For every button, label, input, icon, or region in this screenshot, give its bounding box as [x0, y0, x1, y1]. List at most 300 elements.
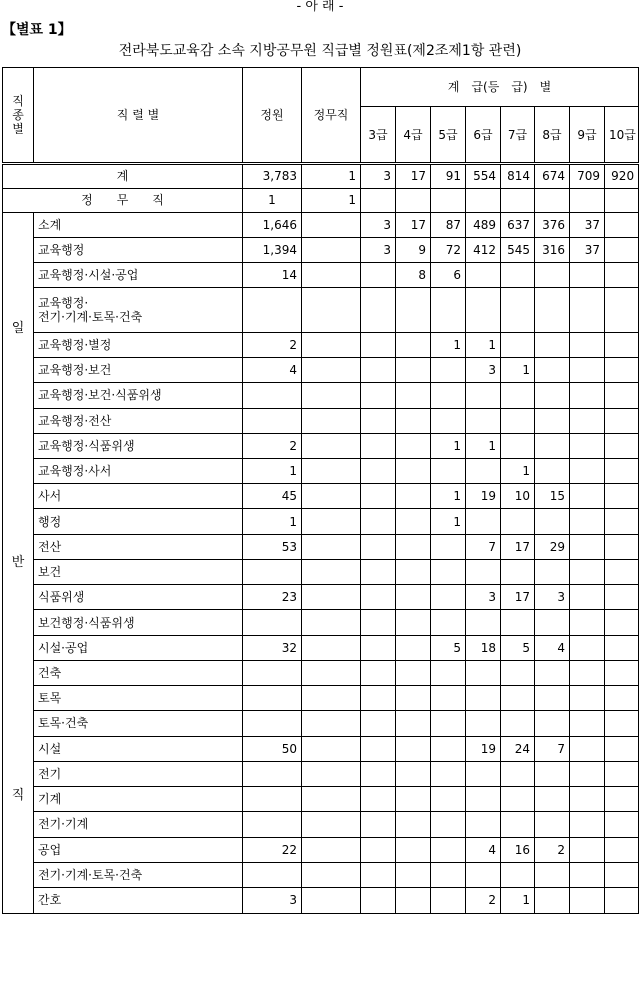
grade-cell: [361, 761, 396, 786]
quota-cell: 3: [243, 888, 302, 914]
series-label-text: 행정: [38, 514, 62, 529]
grade-cell: [396, 459, 431, 484]
grade-cell: 16: [501, 837, 535, 862]
grade-cell: [535, 383, 570, 408]
series-label-text: 시설: [38, 741, 62, 756]
grade-cell: [605, 888, 639, 914]
series-label: [34, 585, 243, 610]
empty-cell: [361, 188, 396, 212]
grade-cell: 3: [361, 237, 396, 262]
grade-cell: [570, 711, 605, 736]
grade-cell: [605, 263, 639, 288]
total-label: 계: [3, 164, 243, 189]
grade-cell: [570, 459, 605, 484]
table-row: [3, 408, 639, 433]
political-cell: [302, 332, 361, 357]
grade-cell: [605, 212, 639, 237]
quota-cell: 1: [243, 459, 302, 484]
quota-cell: [243, 408, 302, 433]
series-label-text: 토목: [38, 691, 62, 706]
grade-cell: [605, 787, 639, 812]
political-cell: [302, 711, 361, 736]
quota-cell: [243, 862, 302, 887]
political-cell: [302, 888, 361, 914]
grade-cell: [501, 288, 535, 333]
grade-cell: [396, 408, 431, 433]
grade-cell: [431, 459, 466, 484]
quota-cell: 1,394: [243, 237, 302, 262]
grade-cell: [431, 787, 466, 812]
grade-cell: [605, 288, 639, 333]
table-row: [3, 787, 639, 812]
series-label-text: 보건: [38, 565, 62, 580]
grade-cell: [535, 711, 570, 736]
grade-cell: [466, 383, 501, 408]
series-label: [34, 408, 243, 433]
series-label: [34, 288, 243, 333]
series-label: [34, 332, 243, 357]
grade-cell: [535, 332, 570, 357]
table-row: [3, 761, 639, 786]
grade-cell: 72: [431, 237, 466, 262]
grade-cell: 1: [501, 459, 535, 484]
grade-cell: [535, 812, 570, 837]
table-row: [3, 383, 639, 408]
grade-cell: 87: [431, 212, 466, 237]
political-label: 정 무 직: [3, 188, 243, 212]
grade-cell: 18: [466, 635, 501, 660]
table-row: [3, 358, 639, 383]
grade-cell: [605, 812, 639, 837]
political-cell: [302, 288, 361, 333]
series-label-text: 식품위생: [38, 590, 85, 605]
quota-cell: [243, 610, 302, 635]
grade-cell: 5: [431, 635, 466, 660]
table-row: [3, 263, 639, 288]
grade-cell: [396, 686, 431, 711]
quota-cell: [243, 711, 302, 736]
grade-cell: [396, 358, 431, 383]
grade-cell: [396, 711, 431, 736]
grade-cell: [570, 332, 605, 357]
grade-cell: [361, 736, 396, 761]
political-cell: [302, 761, 361, 786]
grade-cell: [570, 812, 605, 837]
table-row: [3, 534, 639, 559]
grade-cell: [396, 812, 431, 837]
grade-cell: 10: [501, 484, 535, 509]
total-grade-cell: 709: [570, 164, 605, 189]
table-row: [3, 288, 639, 333]
grade-cell: [466, 559, 501, 584]
header-quota: 정원: [243, 68, 302, 164]
political-cell: [302, 263, 361, 288]
quota-cell: 22: [243, 837, 302, 862]
political-cell: [302, 534, 361, 559]
grade-cell: 8: [396, 263, 431, 288]
political-cell: [302, 459, 361, 484]
grade-cell: [396, 433, 431, 458]
series-label-text: 교육행정·전산: [38, 413, 112, 428]
grade-cell: [396, 660, 431, 685]
grade-cell: 7: [535, 736, 570, 761]
political-cell: [302, 484, 361, 509]
grade-cell: [466, 686, 501, 711]
total-grade-cell: 814: [501, 164, 535, 189]
grade-cell: [535, 787, 570, 812]
grade-cell: [535, 862, 570, 887]
series-label: [34, 433, 243, 458]
grade-cell: [535, 888, 570, 914]
quota-cell: 45: [243, 484, 302, 509]
grade-cell: [361, 332, 396, 357]
quota-cell: [243, 787, 302, 812]
grade-cell: [466, 408, 501, 433]
grade-cell: [431, 358, 466, 383]
grade-cell: [570, 509, 605, 534]
series-label: [34, 660, 243, 685]
grade-cell: [361, 812, 396, 837]
grade-cell: [466, 761, 501, 786]
series-label: [34, 459, 243, 484]
grade-cell: [396, 288, 431, 333]
grade-cell: [570, 686, 605, 711]
grade-cell: [535, 358, 570, 383]
grade-cell: [570, 888, 605, 914]
grade-cell: [431, 736, 466, 761]
grade-cell: [535, 761, 570, 786]
header-series: 직 렬 별: [34, 68, 243, 164]
grade-cell: [605, 711, 639, 736]
grade-cell: [501, 711, 535, 736]
header-grade: 6급: [466, 107, 501, 164]
series-label: [34, 686, 243, 711]
grade-cell: 17: [501, 585, 535, 610]
quota-cell: 32: [243, 635, 302, 660]
series-label-text: 교육행정·: [38, 296, 89, 311]
grade-cell: [361, 686, 396, 711]
grade-cell: [396, 736, 431, 761]
grade-cell: [466, 660, 501, 685]
quota-cell: 53: [243, 534, 302, 559]
grade-cell: [361, 559, 396, 584]
quota-cell: 14: [243, 263, 302, 288]
table-row: [3, 635, 639, 660]
political-cell: [302, 660, 361, 685]
grade-cell: 7: [466, 534, 501, 559]
grade-cell: [396, 484, 431, 509]
grade-cell: [361, 534, 396, 559]
series-label: [34, 509, 243, 534]
header-grade: 10급: [605, 107, 639, 164]
grade-cell: [396, 610, 431, 635]
grade-cell: [570, 433, 605, 458]
grade-cell: [361, 459, 396, 484]
table-row: [3, 433, 639, 458]
series-label-text: 교육행정·보건·식품위생: [38, 388, 162, 403]
series-label-text: 교육행정·별정: [38, 337, 112, 352]
quota-cell: 1,646: [243, 212, 302, 237]
grade-cell: [605, 635, 639, 660]
grade-cell: [396, 585, 431, 610]
header-category: 직종별: [3, 68, 34, 164]
header-grade: 5급: [431, 107, 466, 164]
series-label: [34, 237, 243, 262]
grade-cell: 376: [535, 212, 570, 237]
grade-cell: [605, 509, 639, 534]
grade-cell: 1: [431, 484, 466, 509]
series-label-text: 교육행정: [38, 242, 85, 257]
grade-cell: 3: [361, 212, 396, 237]
grade-cell: [431, 761, 466, 786]
empty-cell: [535, 188, 570, 212]
political-cell: [302, 408, 361, 433]
series-label: [34, 212, 243, 237]
grade-cell: [361, 888, 396, 914]
grade-cell: 1: [431, 332, 466, 357]
political-cell: [302, 212, 361, 237]
series-label: [34, 263, 243, 288]
grade-cell: [396, 559, 431, 584]
series-label-text: 보건행정·식품위생: [38, 615, 135, 630]
grade-cell: [466, 509, 501, 534]
table-row: [3, 559, 639, 584]
series-label: [34, 534, 243, 559]
empty-cell: [605, 188, 639, 212]
header-grade: 3급: [361, 107, 396, 164]
grade-cell: [431, 837, 466, 862]
grade-cell: 29: [535, 534, 570, 559]
grade-cell: [535, 408, 570, 433]
grade-cell: [501, 559, 535, 584]
grade-cell: [535, 660, 570, 685]
grade-cell: [605, 383, 639, 408]
series-label: [34, 736, 243, 761]
grade-cell: [570, 736, 605, 761]
grade-cell: [605, 660, 639, 685]
grade-cell: [396, 332, 431, 357]
group-label-char: 반: [11, 554, 25, 570]
series-label-text: 전기: [38, 766, 62, 781]
grade-cell: [361, 358, 396, 383]
grade-cell: [605, 459, 639, 484]
series-label-text: 교육행정·식품위생: [38, 438, 135, 453]
table-row: [3, 711, 639, 736]
grade-cell: [396, 383, 431, 408]
grade-cell: [396, 862, 431, 887]
grade-cell: [466, 787, 501, 812]
empty-cell: [396, 188, 431, 212]
series-label: [34, 383, 243, 408]
group-label-char: 직: [11, 787, 25, 803]
series-label: [34, 711, 243, 736]
quota-cell: [243, 660, 302, 685]
series-label-text: 교육행정·시설·공업: [38, 268, 139, 283]
grade-cell: [501, 761, 535, 786]
table-row: [3, 484, 639, 509]
grade-cell: [570, 635, 605, 660]
series-label-text: 전기·기계·토목·건축: [38, 867, 143, 882]
grade-cell: 37: [570, 237, 605, 262]
top-note: - 아 래 -: [296, 0, 344, 14]
political-cell: [302, 610, 361, 635]
grade-cell: [361, 862, 396, 887]
header-grade-group: 계 급(등 급) 별: [361, 68, 639, 107]
grade-cell: [466, 711, 501, 736]
grade-cell: [361, 383, 396, 408]
table-row: [3, 660, 639, 685]
grade-cell: [431, 408, 466, 433]
group-label-char: 일: [11, 321, 25, 337]
series-label-text: 기계: [38, 792, 62, 807]
grade-cell: [361, 585, 396, 610]
grade-cell: [501, 332, 535, 357]
grade-cell: [605, 433, 639, 458]
grade-cell: [361, 635, 396, 660]
grade-cell: [431, 660, 466, 685]
grade-cell: [570, 610, 605, 635]
grade-cell: 19: [466, 484, 501, 509]
grade-cell: 1: [431, 509, 466, 534]
grade-cell: [535, 559, 570, 584]
grade-cell: [396, 787, 431, 812]
political-cell: [302, 812, 361, 837]
grade-cell: 2: [466, 888, 501, 914]
grade-cell: [466, 862, 501, 887]
empty-cell: [431, 188, 466, 212]
grade-cell: [431, 288, 466, 333]
grade-cell: 4: [466, 837, 501, 862]
grade-cell: [570, 484, 605, 509]
grade-cell: 2: [535, 837, 570, 862]
grade-cell: [431, 862, 466, 887]
table-row: [3, 212, 639, 237]
grade-cell: [466, 459, 501, 484]
series-label-text: 토목·건축: [38, 716, 89, 731]
grade-cell: [501, 433, 535, 458]
grade-cell: [535, 433, 570, 458]
total-grade-cell: 3: [361, 164, 396, 189]
grade-cell: [501, 509, 535, 534]
grade-cell: [361, 509, 396, 534]
total-political: 1: [302, 164, 361, 189]
grade-cell: [396, 761, 431, 786]
grade-cell: [501, 686, 535, 711]
series-label: [34, 610, 243, 635]
table-row: [3, 812, 639, 837]
grade-cell: 5: [501, 635, 535, 660]
grade-cell: 19: [466, 736, 501, 761]
series-label: [34, 484, 243, 509]
political-cell: [302, 383, 361, 408]
political-quota: 1: [243, 188, 302, 212]
grade-cell: [501, 660, 535, 685]
series-label-text: 시설·공업: [38, 640, 89, 655]
grade-cell: [501, 787, 535, 812]
political-row: [3, 188, 639, 212]
grade-cell: [570, 288, 605, 333]
grade-cell: 316: [535, 237, 570, 262]
grade-cell: [605, 837, 639, 862]
annex-label: 【별표 1】: [2, 22, 72, 38]
series-label-text: 소계: [38, 217, 62, 232]
grade-cell: 3: [466, 585, 501, 610]
grade-cell: [431, 686, 466, 711]
series-label: [34, 559, 243, 584]
grade-cell: [570, 761, 605, 786]
quota-cell: [243, 761, 302, 786]
grade-cell: [361, 484, 396, 509]
table-row: [3, 862, 639, 887]
table-row: [3, 686, 639, 711]
series-label-text: 사서: [38, 489, 62, 504]
total-quota: 3,783: [243, 164, 302, 189]
grade-cell: 15: [535, 484, 570, 509]
grade-cell: [605, 332, 639, 357]
grade-cell: [396, 837, 431, 862]
grade-cell: [501, 383, 535, 408]
grade-cell: [605, 610, 639, 635]
series-label-text: 공업: [38, 842, 62, 857]
political-cell: [302, 559, 361, 584]
grade-cell: [570, 263, 605, 288]
grade-cell: [535, 610, 570, 635]
grade-cell: 489: [466, 212, 501, 237]
empty-cell: [466, 188, 501, 212]
grade-cell: [431, 812, 466, 837]
grade-cell: [396, 534, 431, 559]
document-title: 전라북도교육감 소속 지방공무원 직급별 정원표(제2조제1항 관련): [118, 43, 522, 59]
quota-cell: 23: [243, 585, 302, 610]
political-cell: [302, 433, 361, 458]
grade-cell: [570, 862, 605, 887]
grade-cell: 1: [501, 358, 535, 383]
series-label-text: 교육행정·사서: [38, 464, 112, 479]
grade-cell: [570, 787, 605, 812]
quota-cell: 2: [243, 433, 302, 458]
header-grade: 8급: [535, 107, 570, 164]
grade-cell: [361, 787, 396, 812]
table-row: [3, 237, 639, 262]
grade-cell: [570, 358, 605, 383]
group-label-general-service: [3, 212, 34, 913]
total-grade-cell: 91: [431, 164, 466, 189]
grade-cell: 1: [501, 888, 535, 914]
table-row: [3, 585, 639, 610]
grade-cell: 17: [396, 212, 431, 237]
quota-cell: [243, 383, 302, 408]
political-cell: [302, 837, 361, 862]
grade-cell: [431, 888, 466, 914]
header-grade: 9급: [570, 107, 605, 164]
grade-cell: [535, 288, 570, 333]
political-cell: [302, 585, 361, 610]
grade-cell: [605, 862, 639, 887]
grade-cell: [431, 534, 466, 559]
grade-cell: [605, 761, 639, 786]
table-row: [3, 509, 639, 534]
series-label: [34, 635, 243, 660]
series-label: [34, 888, 243, 914]
grade-cell: [570, 559, 605, 584]
political-cell: [302, 686, 361, 711]
grade-cell: [535, 263, 570, 288]
grade-cell: [431, 610, 466, 635]
header-grade: 4급: [396, 107, 431, 164]
series-label: [34, 837, 243, 862]
grade-cell: [605, 358, 639, 383]
grade-cell: [396, 888, 431, 914]
